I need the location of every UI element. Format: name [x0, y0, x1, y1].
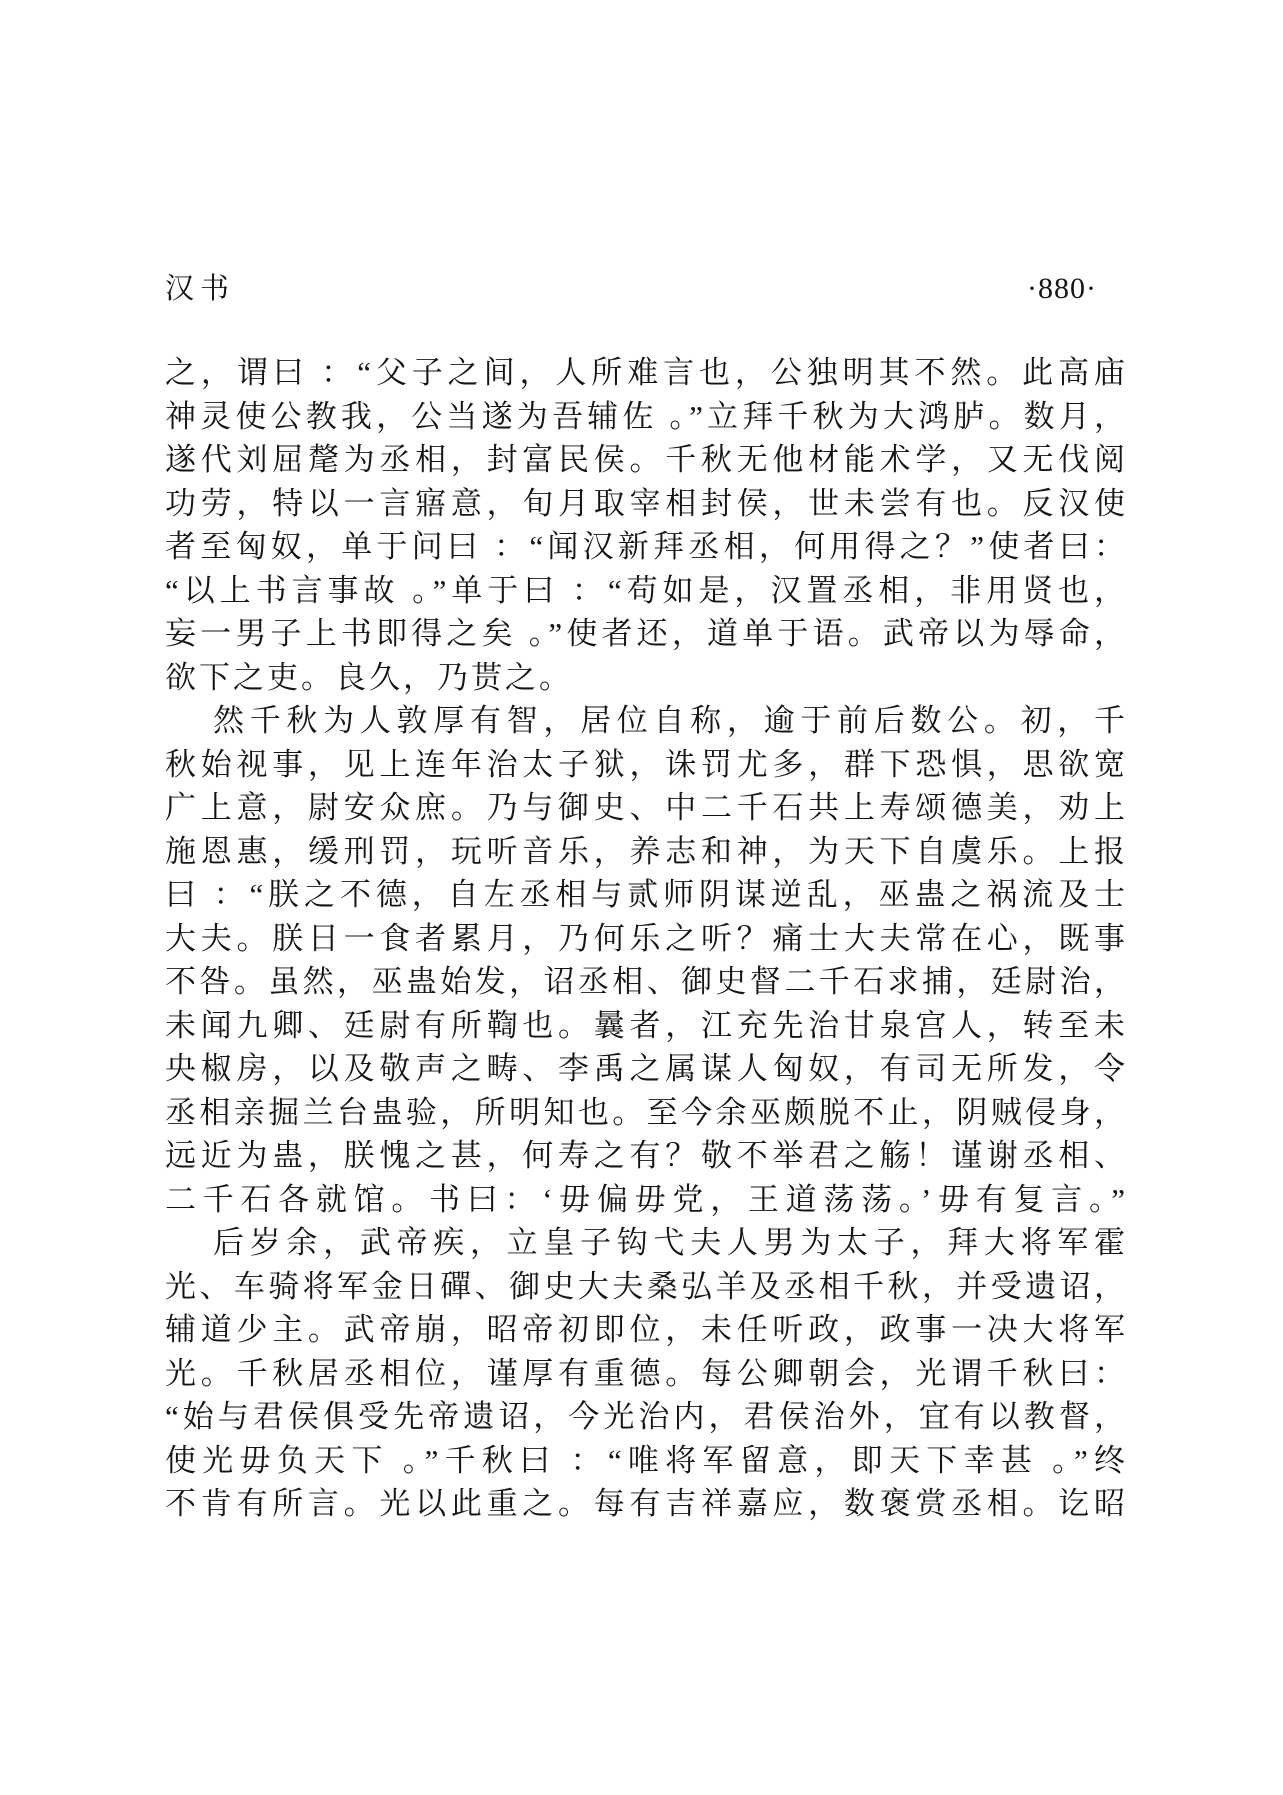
- text-line: 不肯有所言。光以此重之。每有吉祥嘉应，数褒赏丞相。讫昭: [165, 1486, 1125, 1521]
- page-header: [165, 266, 1097, 307]
- text-line: 远近为蛊，朕愧之甚，何寿之有？敬不举君之觞！谨谢丞相、: [165, 1138, 1125, 1173]
- text-body: [165, 351, 1125, 1526]
- paragraph: [165, 1221, 1125, 1526]
- text-line: 后岁余，武帝疾，立皇子钩弋夫人男为太子，拜大将军霍: [213, 1225, 1125, 1260]
- text-line: 妄一男子上书即得之矣 。”使者还，道单于语。武帝以为辱命，: [165, 616, 1125, 651]
- text-line: 秋始视事，见上连年治太子狱，诛罚尤多，群下恐惧，思欲宽: [165, 746, 1125, 782]
- text-line: 之，谓曰 ：“父子之间，人所难言也，公独明其不然。此高庙: [165, 355, 1125, 390]
- text-line: 神灵使公教我，公当遂为吾辅佐 。”立拜千秋为大鸿胪。数月，: [165, 398, 1125, 434]
- text-line: 光。千秋居丞相位，谨厚有重德。每公卿朝会，光谓千秋曰：: [165, 1355, 1125, 1391]
- text-line: 丞相亲掘兰台蛊验，所明知也。至今余巫颇脱不止，阴贼侵身，: [165, 1094, 1125, 1130]
- text-line: 功劳，特以一言寤意，旬月取宰相封侯，世未尝有也。反汉使: [165, 485, 1125, 521]
- text-line: 者至匈奴，单于问曰 ：“闻汉新拜丞相，何用得之？”使者曰：: [165, 529, 1125, 564]
- text-line: 施恩惠，缓刑罚，玩听音乐，养志和神，为天下自虞乐。上报: [165, 833, 1125, 869]
- text-line: 广上意，尉安众庶。乃与御史、中二千石共上寿颂德美，劝上: [165, 790, 1125, 825]
- text-line: 央椒房，以及敬声之畴、李禹之属谋人匈奴，有司无所发，令: [165, 1051, 1125, 1086]
- text-line: 使光毋负天下 。”千秋曰 ：“唯将军留意，即天下幸甚 。”终: [165, 1442, 1125, 1478]
- text-line: 曰 ：“朕之不德，自左丞相与贰师阴谋逆乱，巫蛊之祸流及士: [165, 877, 1125, 912]
- paragraph: [165, 699, 1125, 1221]
- paragraph: [165, 351, 1125, 699]
- text-line: “以上书言事故 。”单于曰 ：“苟如是，汉置丞相，非用贤也，: [165, 572, 1125, 608]
- text-line: “始与君侯俱受先帝遗诏，今光治内，君侯治外，宜有以教督，: [165, 1399, 1125, 1434]
- text-line: 然千秋为人敦厚有智，居位自称，逾于前后数公。初，千: [213, 703, 1125, 738]
- text-line: 光、车骑将军金日磾、御史大夫桑弘羊及丞相千秋，并受遗诏，: [165, 1268, 1125, 1304]
- text-line: 二千石各就馆。书曰：‘毋偏毋党，王道荡荡。’毋有复言。”: [165, 1181, 1125, 1217]
- text-line: 不咎。虽然，巫蛊始发，诏丞相、御史督二千石求捕，廷尉治，: [165, 964, 1125, 999]
- text-line: 遂代刘屈氂为丞相，封富民侯。千秋无他材能术学，又无伐阅: [165, 442, 1125, 477]
- book-title: 汉书: [165, 273, 236, 305]
- page-number: ·880·: [1027, 272, 1097, 305]
- text-line: 欲下之吏。良久，乃贳之。: [165, 659, 573, 695]
- text-line: 大夫。朕日一食者累月，乃何乐之听？痛士大夫常在心，既事: [165, 920, 1125, 956]
- text-line: 辅道少主。武帝崩，昭帝初即位，未任听政，政事一决大将军: [165, 1312, 1125, 1347]
- text-line: 未闻九卿、廷尉有所鞫也。曩者，江充先治甘泉宫人，转至未: [165, 1007, 1125, 1043]
